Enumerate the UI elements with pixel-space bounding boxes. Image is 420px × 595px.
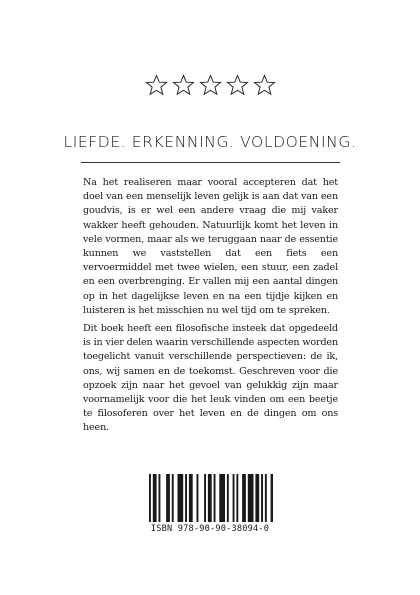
divider xyxy=(81,162,340,163)
star-icon xyxy=(253,74,276,96)
blurb-paragraph-2: Dit boek heeft een filosofische insteek dat opgedeeld is in vier delen waarin verschillende aspecten worden toegelicht vanuit verschillende perspectieven: de ik, ons, wij samen en de toekomst. Geschreven voor die opzoek zijn naar het gevoel van gelukkig zijn maar voornamelijk voor die het leuk vinden om een beetje te filosoferen over het leven en de dingen om ons heen. xyxy=(83,323,338,434)
barcode-icon xyxy=(147,474,273,522)
barcode-block xyxy=(147,474,273,538)
star-icon xyxy=(199,74,222,96)
star-icon xyxy=(172,74,195,96)
isbn-label: ISBN 978-90-90-38094-0 xyxy=(150,524,270,534)
star-icon xyxy=(226,74,249,96)
tagline: LIEFDE. ERKENNING. VOLDOENING. xyxy=(63,133,357,151)
blurb-paragraph-1: Na het realiseren maar vooral accepteren dat het doel van een menselijk leven gelijk is aan dat van een goudvis, is er wel een andere vraag die mij vaker wakker heeft gehouden. Natuurlijk komt het leven in vele vormen, maar als we teruggaan naar de essentie kunnen we vaststellen dat een fiets een vervoermiddel met twee wielen, een stuur, een zadel en een overbrenging. Er vallen mij een aantal dingen op in het dagelijkse leven en na een tijdje kijken en luisteren is het misschien nu wel tijd om te spreken. xyxy=(83,177,338,316)
star-rating xyxy=(0,74,420,96)
star-icon xyxy=(145,74,168,96)
